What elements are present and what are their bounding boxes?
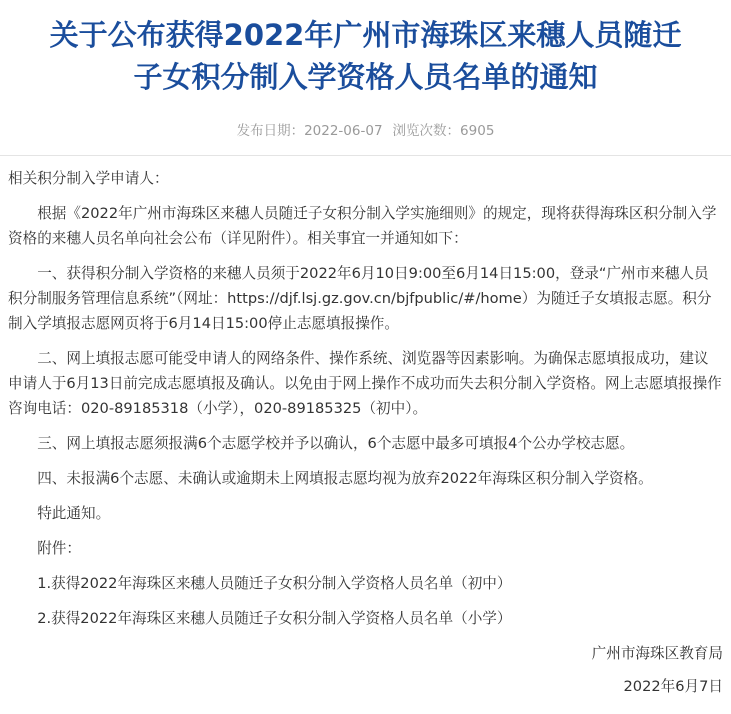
article-title <box>0 14 731 98</box>
intro-paragraph: 根据《2022年广州市海珠区来穗人员随迁子女积分制入学实施细则》的规定，现将获得海珠区积分制入学资格的来穗人员名单向社会公布（详见附件）。相关事宜一并通知如下： <box>8 205 717 247</box>
signature-date: 2022年6月7日 <box>623 678 723 695</box>
publish-date: 2022-06-07 <box>304 123 383 139</box>
greeting-paragraph: 相关积分制入学申请人： <box>8 170 169 187</box>
article-meta <box>0 121 731 141</box>
signature-org: 广州市海珠区教育局 <box>591 645 723 662</box>
item-3-paragraph: 三、网上填报志愿须报满6个志愿学校并予以确认，6个志愿中最多可填报4个公办学校志愿。 <box>37 435 635 452</box>
attachments-label: 附件： <box>37 540 81 557</box>
view-count-label: 浏览次数： <box>392 123 461 139</box>
view-count: 6905 <box>460 123 495 139</box>
notice-paragraph: 特此通知。 <box>37 505 111 522</box>
article-title-line1: 关于公布获得2022年广州市海珠区来穗人员随迁 <box>49 18 682 52</box>
attachment-link-2[interactable]: 2.获得2022年海珠区来穗人员随迁子女积分制入学资格人员名单（小学） <box>37 610 512 627</box>
item-2-paragraph: 二、网上填报志愿可能受申请人的网络条件、操作系统、浏览器等因素影响。为确保志愿填报成功，建议申请人于6月13日前完成志愿填报及确认。以免由于网上操作不成功而失去积分制入学资格。网上志愿填报操作咨询电话：020-89185318（小学），020-89185325（初中）。 <box>8 350 722 417</box>
article-title-line2: 子女积分制入学资格人员名单的通知 <box>133 60 598 94</box>
meta-divider <box>0 155 731 156</box>
publish-date-label: 发布日期： <box>236 123 305 139</box>
item-1-paragraph: 一、获得积分制入学资格的来穗人员须于2022年6月10日9:00至6月14日15:00，登录“广州市来穗人员积分制服务管理信息系统”（网址：https://djf.lsj.gz.gov.cn/bjfpublic/#/home）为随迁子女填报志愿。积分制入学填报志愿网页将于6月14日15:00停止志愿填报操作。 <box>8 265 712 332</box>
item-4-paragraph: 四、未报满6个志愿、未确认或逾期未上网填报志愿均视为放弃2022年海珠区积分制入学资格。 <box>37 470 653 487</box>
article-body <box>8 166 723 707</box>
attachment-link-1[interactable]: 1.获得2022年海珠区来穗人员随迁子女积分制入学资格人员名单（初中） <box>37 575 512 592</box>
